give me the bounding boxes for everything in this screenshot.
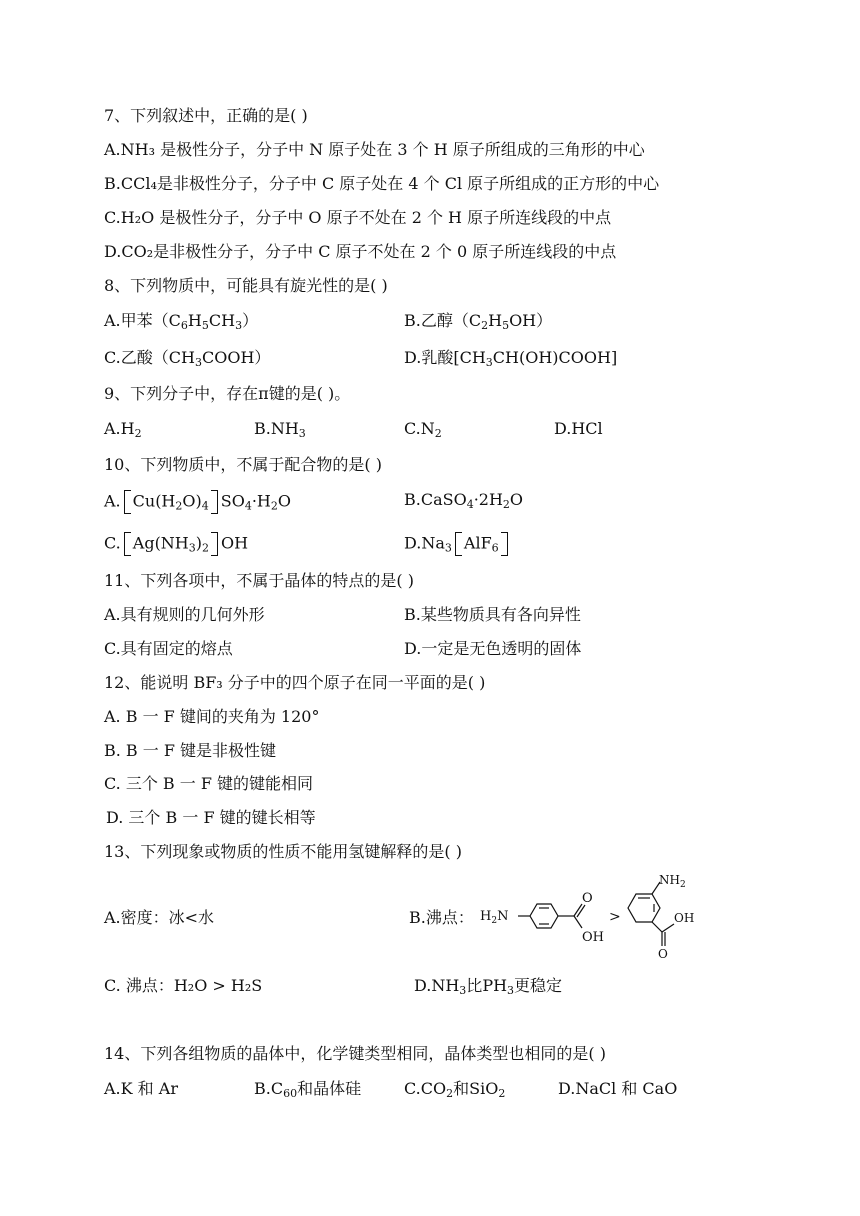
o-aminobenzoic-acid [628, 873, 694, 961]
q10-option-a: A. $Cu(H_2O)_4$ $SO_4\cdot H_2O$ [104, 491, 291, 513]
q12-option-d: D. 三个 B 一 F 键的键长相等 [106, 808, 316, 827]
q7-option-d: D.CO₂是非极性分子，分子中 C 原子不处在 2 个 0 原子所连线段的中点 [104, 242, 617, 261]
q10-option-c: C. $Ag(NH_3)_2$ OH [104, 533, 249, 555]
svg-text:NH2: $NH_2$ [659, 873, 686, 890]
q9-stem: 9、下列分子中，存在π键的是( )。 [104, 384, 351, 403]
q9-option-d: D.HCl [554, 419, 603, 438]
p-aminobenzoic-acid [480, 891, 604, 945]
q14-option-b: $B.C_{60}$和晶体硅 [254, 1079, 362, 1100]
q7-option-c: C.H₂O 是极性分子，分子中 O 原子不处在 2 个 H 原子所连线段的中点 [104, 208, 612, 227]
q11-option-d: D.一定是无色透明的固体 [404, 639, 582, 658]
q11-option-c: C.具有固定的熔点 [104, 639, 233, 658]
q12-stem: 12、能说明 BF₃ 分子中的四个原子在同一平面的是( ) [104, 673, 486, 692]
q11-option-a: A.具有规则的几何外形 [104, 605, 265, 624]
q11-stem: 11、下列各项中，不属于晶体的特点的是( ) [104, 571, 414, 590]
q7-stem: 7、下列叙述中，正确的是( ) [104, 106, 308, 125]
svg-text:O: O [582, 891, 593, 906]
q14-option-d: D.NaCl 和 CaO [558, 1079, 678, 1098]
q8-option-b: B.乙醇$(C_2H_5OH)$ [404, 311, 553, 332]
q13-option-c: C. 沸点：H₂O > H₂S [104, 976, 263, 995]
q7-option-a: A.NH₃ 是极性分子，分子中 N 原子处在 3 个 H 原子所组成的三角形的中心 [104, 140, 645, 159]
svg-text:OH: OH [582, 930, 604, 945]
svg-text:O: O [658, 947, 668, 961]
q12-option-c: C. 三个 B 一 F 键的键能相同 [104, 774, 314, 793]
q13-stem: 13、下列现象或物质的性质不能用氢键解释的是( ) [104, 842, 462, 861]
q13-option-a: A.密度：冰<水 [104, 908, 215, 927]
q14-option-c: $C.CO_2$和SiO$_2$ [404, 1079, 506, 1100]
q10-option-b: $B.CaSO_4\cdot 2H_2O$ [404, 490, 524, 511]
q12-option-b: B. B 一 F 键是非极性键 [104, 741, 277, 760]
q13-option-b-label: B.沸点： [409, 908, 474, 927]
svg-text:OH: OH [674, 911, 695, 925]
q10-stem: 10、下列物质中，不属于配合物的是( ) [104, 455, 382, 474]
q9-option-c: $C.N_2$ [404, 419, 442, 440]
q14-stem: 14、下列各组物质的晶体中，化学键类型相同，晶体类型也相同的是( ) [104, 1044, 606, 1063]
svg-text:H2N: $H_2N$ [480, 909, 509, 926]
q8-option-d: D.乳酸$[CH_3CH(OH)COOH]$ [404, 348, 618, 369]
q7-option-b: B.CCl₄是非极性分子，分子中 C 原子处在 4 个 Cl 原子所组成的正方形的中心 [104, 174, 660, 193]
q13-structures [478, 868, 708, 964]
greater-than-sign: > [609, 909, 621, 925]
q11-option-b: B.某些物质具有各向异性 [404, 605, 581, 624]
q13-option-d: $D.NH_3$比$PH_3$更稳定 [414, 976, 563, 997]
q8-option-a: A.甲苯$(C_6H_5CH_3)$ [104, 311, 259, 332]
q9-option-b: $B.NH_3$ [254, 419, 306, 440]
q8-stem: 8、下列物质中，可能具有旋光性的是( ) [104, 276, 388, 295]
q9-option-a: $A.H_2$ [104, 419, 142, 440]
q14-option-a: A.K 和 Ar [104, 1079, 178, 1098]
q8-option-c: C.乙酸$(CH_3COOH)$ [104, 348, 271, 369]
q10-option-d: $D.Na_3$ AlF$_6$ [404, 532, 511, 556]
q12-option-a: A. B 一 F 键间的夹角为 120° [104, 707, 320, 726]
